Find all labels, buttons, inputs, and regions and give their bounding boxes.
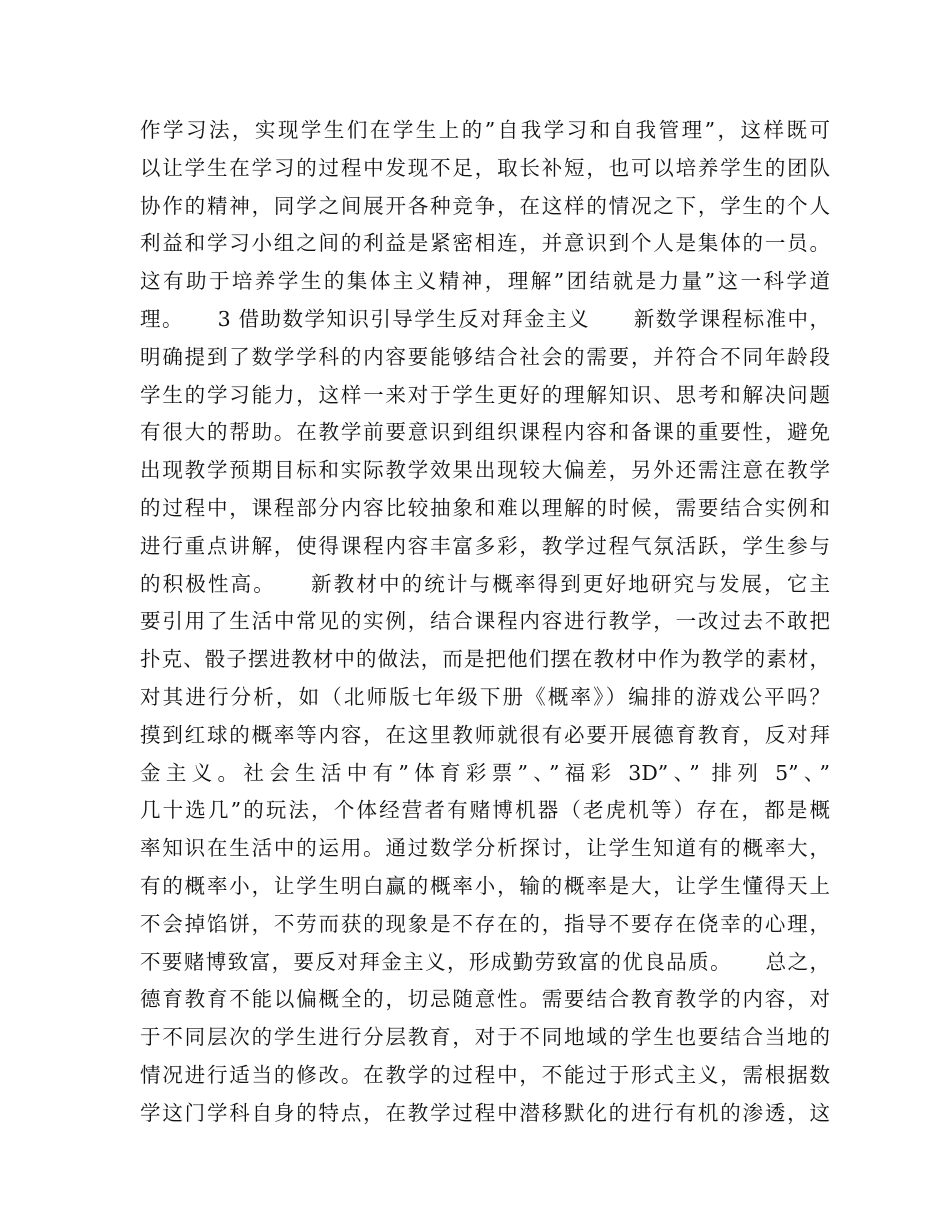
text-line: 协作的精神，同学之间展开各种竞争，在这样的情况之下，学生的个人 (140, 193, 830, 218)
text-line: 摸到红球的概率等内容，在这里教师就很有必要开展德育教育，反对拜 (140, 722, 830, 747)
text-line: 进行重点讲解，使得课程内容丰富多彩，教学过程气氛活跃，学生参与 (140, 533, 830, 558)
text-line: 有很大的帮助。在教学前要意识到组织课程内容和备课的重要性，避免 (140, 420, 830, 445)
text-line: 不会掉馅饼，不劳而获的现象是不存在的，指导不要存在侥幸的心理， (140, 911, 830, 936)
text-line: 学这门学科自身的特点，在教学过程中潜移默化的进行有机的渗透，这 (140, 1100, 830, 1125)
body-text (140, 112, 830, 1133)
text-line: 学生的学习能力，这样一来对于学生更好的理解知识、思考和解决问题 (140, 382, 830, 407)
text-line: 德育教育不能以偏概全的，切忌随意性。需要结合教育教学的内容，对 (140, 987, 830, 1012)
text-line: 于不同层次的学生进行分层教育，对于不同地域的学生也要结合当地的 (140, 1025, 830, 1050)
text-line: 不要赌博致富，要反对拜金主义，形成勤劳致富的优良品质。 总之， (140, 949, 830, 974)
text-line: 这有助于培养学生的集体主义精神，理解”团结就是力量”这一科学道 (140, 269, 830, 294)
text-line: 有的概率小，让学生明白赢的概率小，输的概率是大，让学生懂得天上 (140, 873, 830, 898)
text-line: 出现教学预期目标和实际教学效果出现较大偏差，另外还需注意在教学 (140, 458, 830, 483)
text-line: 的积极性高。 新教材中的统计与概率得到更好地研究与发展，它主 (140, 571, 830, 596)
text-line: 率知识在生活中的运用。通过数学分析探讨，让学生知道有的概率大， (140, 836, 830, 861)
text-line: 明确提到了数学学科的内容要能够结合社会的需要，并符合不同年龄段 (140, 344, 830, 369)
text-line: 利益和学习小组之间的利益是紧密相连，并意识到个人是集体的一员。 (140, 231, 830, 256)
text-line: 情况进行适当的修改。在教学的过程中，不能过于形式主义，需根据数 (140, 1062, 830, 1087)
text-line: 对其进行分析，如（北师版七年级下册《概率》）编排的游戏公平吗？ (140, 684, 830, 709)
text-line: 以让学生在学习的过程中发现不足，取长补短，也可以培养学生的团队 (140, 155, 830, 180)
text-line: 金主义。社会生活中有”体育彩票”、”福彩 3D”、” 排列 5”、” (140, 760, 830, 785)
text-line: 要引用了生活中常见的实例，结合课程内容进行教学，一改过去不敢把 (140, 609, 830, 634)
text-line: 作学习法，实现学生们在学生上的”自我学习和自我管理”，这样既可 (140, 118, 830, 142)
text-line: 扑克、骰子摆进教材中的做法，而是把他们摆在教材中作为教学的素材， (140, 647, 830, 672)
text-line: 理。 3 借助数学知识引导学生反对拜金主义 新数学课程标准中， (140, 306, 830, 331)
text-line: 的过程中，课程部分内容比较抽象和难以理解的时候，需要结合实例和 (140, 495, 830, 520)
text-line: 几十选几”的玩法，个体经营者有赌博机器（老虎机等）存在，都是概 (140, 798, 830, 823)
